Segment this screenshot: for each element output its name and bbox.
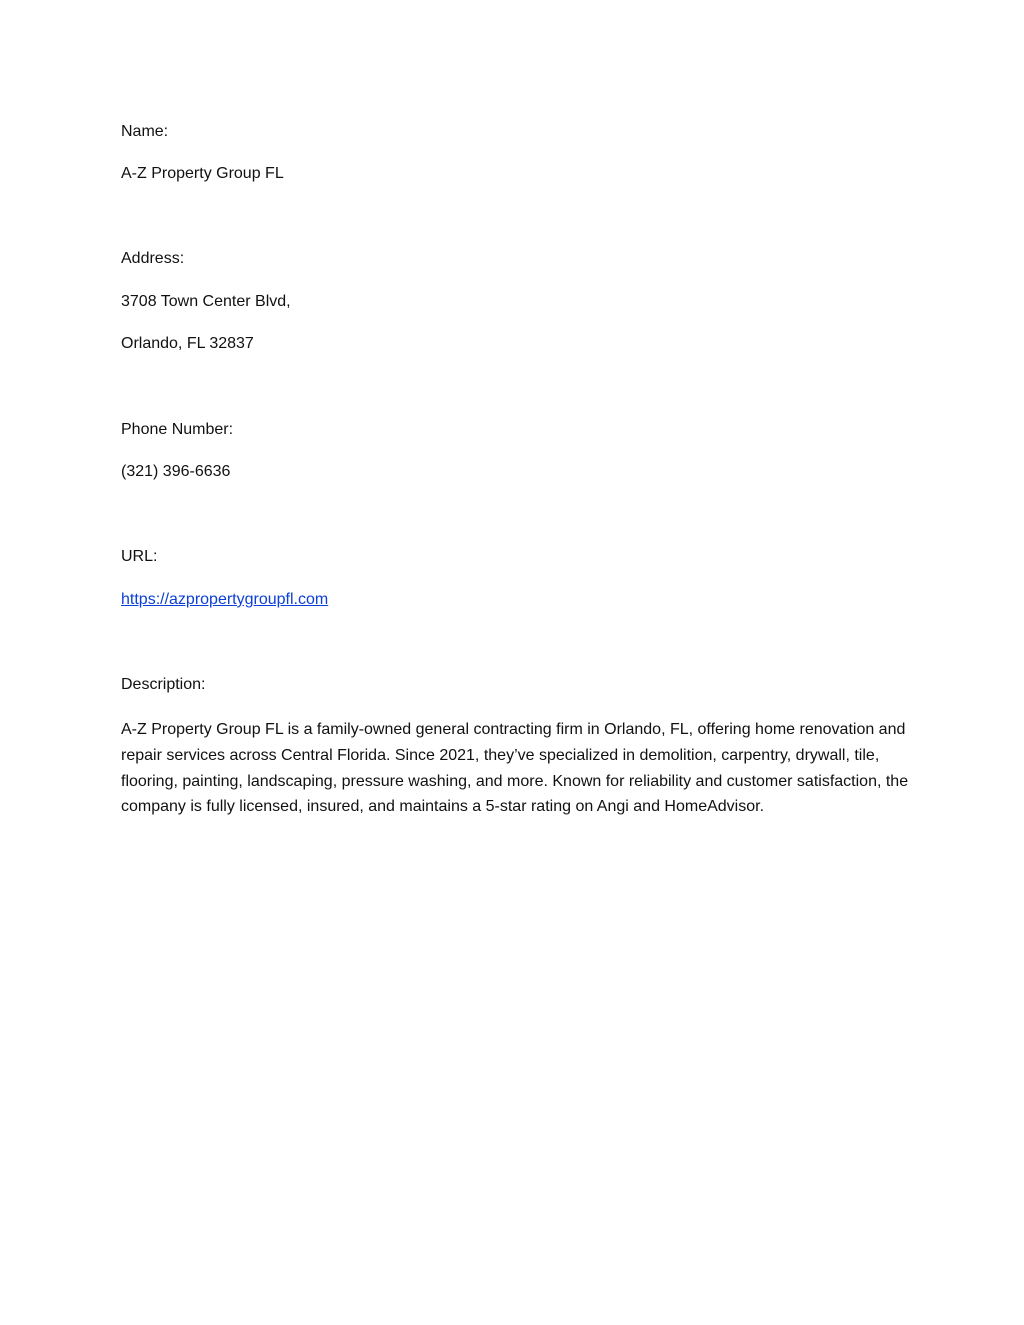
name-label: Name: bbox=[121, 123, 169, 140]
website-link[interactable]: https://azpropertygroupfl.com bbox=[121, 591, 329, 608]
description-label: Description: bbox=[121, 676, 206, 693]
address-label: Address: bbox=[121, 250, 185, 267]
name-value: A-Z Property Group FL bbox=[121, 165, 284, 182]
address-line-1: 3708 Town Center Blvd, bbox=[121, 293, 291, 310]
description-text: A-Z Property Group FL is a family-owned general contracting firm in Orlando, FL, offering home renovation and repair services across Central Florida. Since 2021, they’ve specialized in demolition, carpentry, drywall, tile, flooring, painting, landscaping, pressure washing, and more. Known for reliability and customer satisfaction, the company is fully licensed, insured, and maintains a 5-star rating on Angi and HomeAdvisor. bbox=[121, 721, 909, 816]
phone-value: (321) 396-6636 bbox=[121, 463, 231, 480]
address-line-2: Orlando, FL 32837 bbox=[121, 335, 254, 352]
phone-label: Phone Number: bbox=[121, 421, 234, 438]
url-label: URL: bbox=[121, 548, 158, 565]
